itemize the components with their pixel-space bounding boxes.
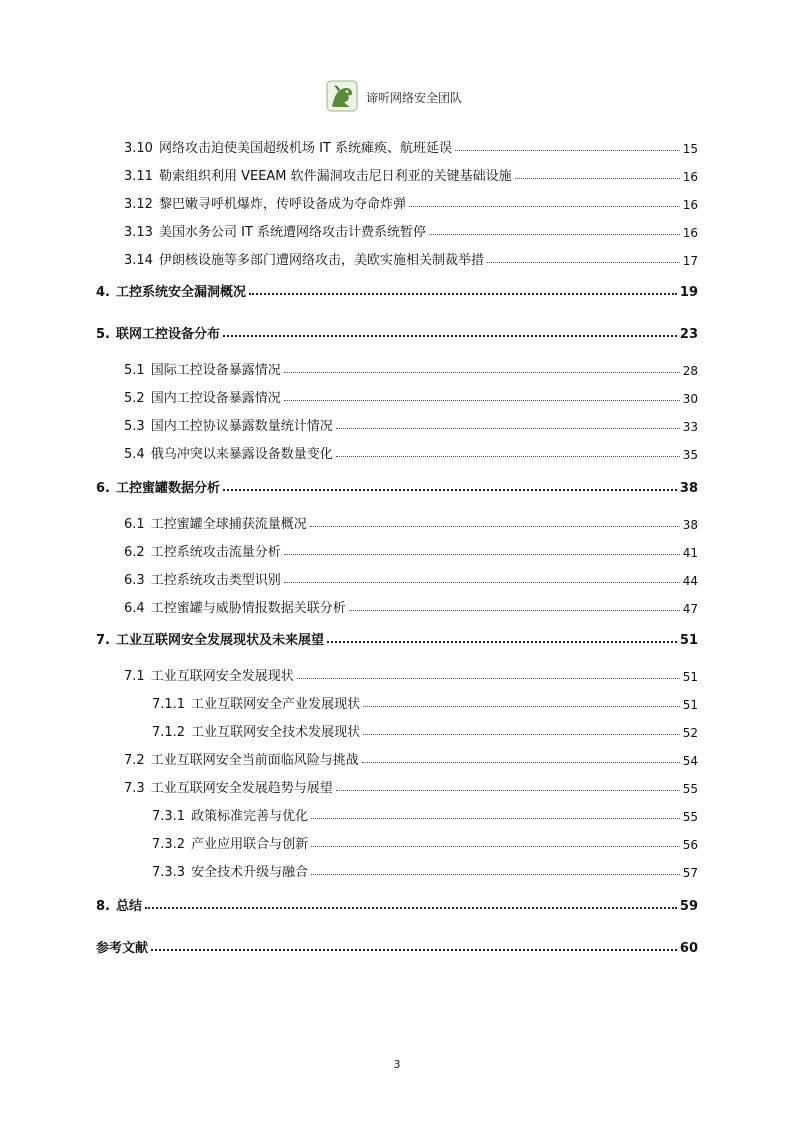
toc-entry[interactable] [124, 220, 698, 240]
toc-entry-number: 7.3.1 [152, 809, 186, 824]
toc-entry-number: 6.3 [124, 573, 145, 588]
dot-leader [336, 790, 680, 791]
toc-entry-number: 5.4 [124, 447, 145, 462]
toc-entry-page: 16 [682, 170, 698, 184]
toc-entry-page: 17 [682, 254, 698, 268]
team-name: 谛听网络安全团队 [366, 91, 463, 105]
toc-entry-title: 工业互联网安全发展现状及未来展望 [115, 633, 324, 648]
dot-leader [284, 582, 680, 583]
toc-entry-page: 59 [679, 899, 698, 914]
toc-entry-title: 伊朗核设施等多部门遭网络攻击，美欧实施相关制裁举措 [158, 253, 484, 268]
dot-leader [284, 372, 680, 373]
toc-entry[interactable] [96, 894, 698, 914]
toc-entry[interactable] [152, 860, 698, 880]
toc-entry-number: 7.3.2 [152, 837, 186, 852]
toc-entry-number: 6.2 [124, 545, 145, 560]
toc-entry-page: 51 [679, 633, 698, 648]
toc-entry[interactable] [124, 776, 698, 796]
toc-entry-page: 51 [682, 670, 698, 684]
toc-entry[interactable] [124, 192, 698, 212]
toc-entry-title: 工业互联网安全当前面临风险与挑战 [150, 753, 359, 768]
toc-entry-page: 16 [682, 226, 698, 240]
toc-entry-title: 工控蜜罐全球捕获流量概况 [150, 517, 307, 532]
dot-leader [336, 456, 680, 457]
dot-leader [363, 734, 680, 735]
toc-entry[interactable] [96, 936, 698, 956]
toc-entry-title: 工控系统攻击流量分析 [150, 545, 281, 560]
dot-leader [223, 489, 677, 491]
toc-entry-page: 28 [682, 364, 698, 378]
toc-entry-title: 安全技术升级与融合 [191, 865, 309, 880]
toc-entry-title: 网络攻击迫使美国超级机场 IT 系统瘫痪、航班延误 [158, 141, 452, 156]
toc-entry-page: 41 [682, 546, 698, 560]
toc-entry[interactable] [124, 248, 698, 268]
toc-entry[interactable] [124, 748, 698, 768]
toc-entry-number: 5.2 [124, 391, 145, 406]
toc-entry-title: 工业互联网安全产业发展现状 [191, 697, 361, 712]
toc-entry-title: 工控蜜罐数据分析 [115, 481, 220, 496]
toc-entry-page: 44 [682, 574, 698, 588]
toc-entry-number: 5. [96, 327, 110, 342]
toc-entry-page: 30 [682, 392, 698, 406]
toc-entry-number: 7. [96, 633, 110, 648]
toc-entry[interactable] [124, 512, 698, 532]
toc-entry[interactable] [96, 280, 698, 300]
toc-entry-title: 工控系统安全漏洞概况 [115, 285, 246, 300]
dot-leader [284, 400, 680, 401]
toc-entry[interactable] [96, 628, 698, 648]
toc-entry-title: 工业互联网安全发展趋势与展望 [150, 781, 333, 796]
toc-entry-title: 国内工控设备暴露情况 [150, 391, 281, 406]
dot-leader [310, 526, 680, 527]
toc-entry-page: 38 [682, 518, 698, 532]
toc-entry-title: 黎巴嫩寻呼机爆炸，传呼设备成为夺命炸弹 [158, 197, 406, 212]
dot-leader [336, 428, 680, 429]
toc-entry-title: 美国水务公司 IT 系统遭网络攻击计费系统暂停 [158, 225, 426, 240]
toc-entry-number: 5.3 [124, 419, 145, 434]
toc-entry-page: 55 [682, 810, 698, 824]
toc-entry-page: 57 [682, 866, 698, 880]
dot-leader [363, 706, 680, 707]
toc-entry-number: 3.12 [124, 197, 153, 212]
toc-entry[interactable] [124, 568, 698, 588]
toc-entry[interactable] [152, 832, 698, 852]
toc-entry-number: 8. [96, 899, 110, 914]
toc-entry-page: 33 [682, 420, 698, 434]
toc-entry-title: 工业互联网安全技术发展现状 [191, 725, 361, 740]
toc-entry-title: 总结 [115, 899, 142, 914]
toc-entry-page: 51 [682, 698, 698, 712]
toc-entry[interactable] [124, 358, 698, 378]
toc-entry[interactable] [152, 692, 698, 712]
toc-entry-number: 3.10 [124, 141, 153, 156]
dot-leader [151, 949, 677, 951]
toc-entry-page: 47 [682, 602, 698, 616]
toc-entry-page: 56 [682, 838, 698, 852]
toc-entry[interactable] [124, 596, 698, 616]
toc-entry-number: 3.14 [124, 253, 153, 268]
toc-entry-page: 35 [682, 448, 698, 462]
toc-entry-page: 16 [682, 198, 698, 212]
toc-entry-page: 54 [682, 754, 698, 768]
page-number: 3 [393, 1058, 401, 1071]
toc-entry-number: 7.1 [124, 669, 145, 684]
toc-entry-title: 俄乌冲突以来暴露设备数量变化 [150, 447, 333, 462]
dot-leader [249, 293, 677, 295]
toc-entry-number: 6. [96, 481, 110, 496]
dot-leader [429, 234, 680, 235]
dot-leader [311, 846, 680, 847]
toc-entry-number: 7.3.3 [152, 865, 186, 880]
toc-entry-page: 19 [679, 285, 698, 300]
toc-entry[interactable] [124, 664, 698, 684]
toc-entry-number: 6.1 [124, 517, 145, 532]
dot-leader [349, 610, 680, 611]
toc-entry-title: 国内工控协议暴露数量统计情况 [150, 419, 333, 434]
toc-entry[interactable] [152, 720, 698, 740]
toc-entry-page: 55 [682, 782, 698, 796]
toc-entry-number: 5.1 [124, 363, 145, 378]
toc-entry[interactable] [124, 386, 698, 406]
toc-entry[interactable] [96, 476, 698, 496]
dot-leader [455, 150, 680, 151]
dot-leader [223, 335, 677, 337]
toc-entry-page: 23 [679, 327, 698, 342]
toc-entry[interactable] [124, 164, 698, 184]
toc-entry-title: 工控系统攻击类型识别 [150, 573, 281, 588]
toc-entry[interactable] [124, 540, 698, 560]
toc-entry[interactable] [96, 322, 698, 342]
toc-entry-number: 7.3 [124, 781, 145, 796]
dot-leader [409, 206, 680, 207]
toc-entry-number: 3.11 [124, 169, 153, 184]
toc-entry-number: 4. [96, 285, 110, 300]
toc-entry-title: 产业应用联合与创新 [191, 837, 309, 852]
dot-leader [311, 818, 680, 819]
dot-leader [487, 262, 680, 263]
toc-entry[interactable] [124, 136, 698, 156]
toc-entry-number: 7.2 [124, 753, 145, 768]
dot-leader [297, 678, 680, 679]
toc-entry-title: 勒索组织利用 VEEAM 软件漏洞攻击尼日利亚的关键基础设施 [158, 169, 512, 184]
dot-leader [145, 907, 677, 909]
toc-entry-title: 联网工控设备分布 [115, 327, 220, 342]
toc-entry-title: 工控蜜罐与威胁情报数据关联分析 [150, 601, 346, 616]
toc-entry-title: 工业互联网安全发展现状 [150, 669, 294, 684]
toc-entry-page: 52 [682, 726, 698, 740]
toc-entry[interactable] [152, 804, 698, 824]
dot-leader [311, 874, 680, 875]
toc-entry-number: 6.4 [124, 601, 145, 616]
dot-leader [362, 762, 680, 763]
toc-entry-number: 7.1.2 [152, 725, 186, 740]
toc-entry-page: 38 [679, 481, 698, 496]
toc-entry[interactable] [124, 442, 698, 462]
toc-entry-title: 政策标准完善与优化 [191, 809, 309, 824]
dot-leader [515, 178, 680, 179]
toc-entry[interactable] [124, 414, 698, 434]
toc-entry-number: 3.13 [124, 225, 153, 240]
toc-entry-page: 60 [679, 941, 698, 956]
dot-leader [284, 554, 680, 555]
dot-leader [327, 641, 677, 643]
toc-entry-page: 15 [682, 142, 698, 156]
toc-entry-number: 7.1.1 [152, 697, 186, 712]
toc-entry-title: 参考文献 [96, 941, 149, 956]
toc-entry-title: 国际工控设备暴露情况 [150, 363, 281, 378]
